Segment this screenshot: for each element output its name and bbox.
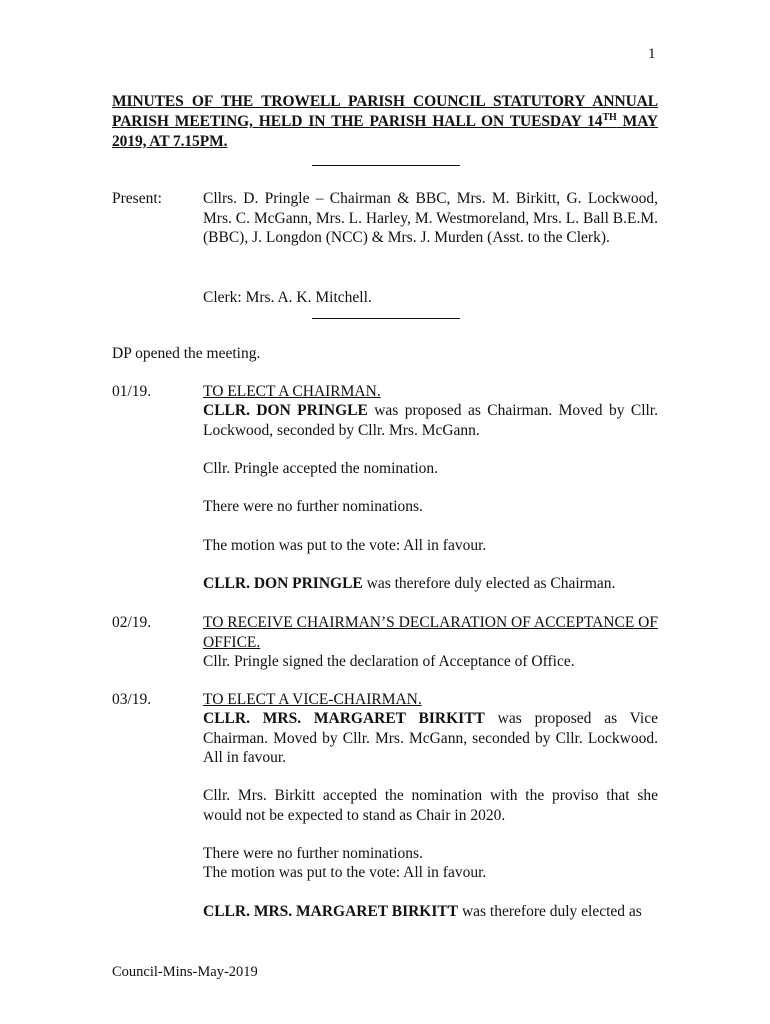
footer-text: Council-Mins-May-2019 [112, 964, 258, 980]
bold-name: CLLR. DON PRINGLE [203, 575, 363, 592]
item-paragraph: There were no further nominations. [203, 845, 423, 862]
item-paragraph [203, 902, 658, 922]
item-number: 02/19. [112, 614, 152, 631]
page-number: 1 [648, 46, 656, 62]
bold-name: CLLR. MRS. MARGARET BIRKITT [203, 903, 459, 920]
item-heading: TO ELECT A CHAIRMAN. [203, 383, 381, 400]
paragraph-text: was proposed as Chairman. Moved by Cllr. Lockwood, seconded by Cllr. Mrs. McGann. [203, 402, 658, 439]
divider-line [312, 318, 460, 319]
paragraph-text: was therefore duly elected as [458, 903, 642, 920]
item-paragraph: There were no further nominations. [203, 498, 423, 515]
item-paragraph [203, 709, 658, 768]
bold-name: CLLR. MRS. MARGARET BIRKITT [203, 710, 485, 727]
item-paragraph: Cllr. Mrs. Birkitt accepted the nomination with the proviso that she would not be expected to stand as Chair in 2020. [203, 787, 658, 824]
present-list: Cllrs. D. Pringle – Chairman & BBC, Mrs. M. Birkitt, G. Lockwood, Mrs. C. McGann, Mrs. L. Harley, M. Westmoreland, Mrs. L. Ball B.E.M. (BBC), J. Longdon (NCC) & Mrs. J. Murden (Asst. to the Clerk). [203, 190, 658, 246]
bold-name: CLLR. DON PRINGLE [203, 402, 368, 419]
opening-statement: DP opened the meeting. [112, 345, 261, 362]
paragraph-text: was proposed as Vice Chairman. Moved by Cllr. Mrs. McGann, seconded by Cllr. Lockwood. All in favour. [203, 710, 658, 766]
present-label: Present: [112, 190, 162, 207]
item-paragraph: The motion was put to the vote: All in favour. [203, 864, 487, 881]
item-paragraph [203, 574, 658, 594]
item-paragraph: Cllr. Pringle signed the declaration of Acceptance of Office. [203, 653, 575, 670]
clerk-line: Clerk: Mrs. A. K. Mitchell. [203, 289, 372, 306]
title-text: MINUTES OF THE TROWELL PARISH COUNCIL STATUTORY ANNUAL PARISH MEETING, HELD IN THE PARISH HALL ON TUESDAY 14 [112, 93, 658, 130]
item-number: 01/19. [112, 383, 152, 400]
item-heading: TO RECEIVE CHAIRMAN’S DECLARATION OF ACCEPTANCE OF OFFICE. [203, 614, 658, 651]
item-number: 03/19. [112, 691, 152, 708]
divider-line [312, 165, 460, 166]
paragraph-text: was therefore duly elected as Chairman. [362, 575, 616, 592]
item-heading: TO ELECT A VICE-CHAIRMAN. [203, 691, 422, 708]
page-title [112, 92, 658, 152]
item-paragraph: The motion was put to the vote: All in favour. [203, 537, 487, 554]
title-text-end: MAY 2019, AT 7.15PM. [112, 113, 658, 150]
item-paragraph [203, 401, 658, 440]
title-superscript: TH [602, 111, 617, 123]
item-paragraph: Cllr. Pringle accepted the nomination. [203, 460, 439, 477]
